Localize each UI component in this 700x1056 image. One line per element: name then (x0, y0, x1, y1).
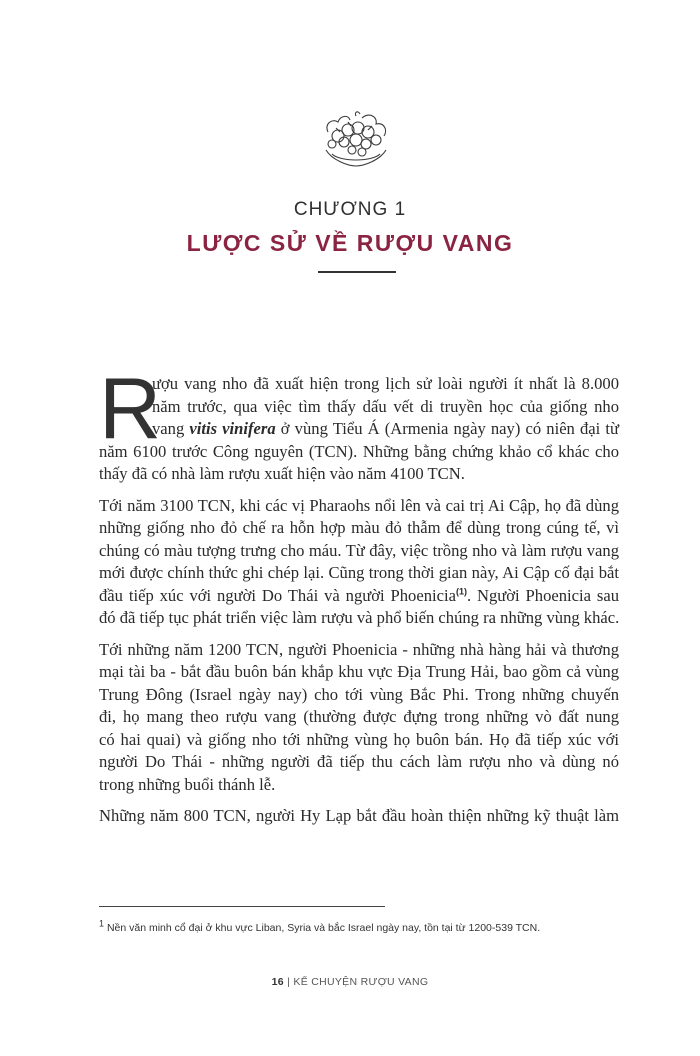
grape-cluster-ornament-icon (318, 110, 394, 168)
paragraph-2 (99, 495, 619, 630)
paragraph-1 (99, 361, 619, 486)
footnote-text: Nền văn minh cổ đại ở khu vực Liban, Syria và bắc Israel ngày nay, tồn tại từ 1200-539 TCN. (106, 922, 541, 934)
text-span: . Người Phoenicia sau (466, 585, 619, 605)
text-line: năm trước, qua việc tìm thấy dấu vết di truyền học của giống nho (152, 396, 619, 416)
text-line: đó đã tiếp tục phát triển việc làm rượu và phổ biến chúng ra những vùng khác. (99, 608, 620, 627)
text-line (99, 585, 619, 608)
text-line: Những năm 800 TCN, người Hy Lạp bắt đầu hoàn thiện những kỹ thuật làm (99, 806, 619, 825)
chapter-title: LƯỢC SỬ VỀ RƯỢU VANG (186, 230, 514, 256)
text-line: chúng có màu tượng trưng cho máu. Từ đây, việc trồng nho và làm rượu vang (99, 540, 619, 560)
text-line (99, 418, 619, 441)
text-line: trong những buổi thánh lễ. (99, 774, 276, 794)
text-line: mới được chính thức ghi chép lại. Cũng trong thời gian này, Ai Cập cố đại bắt (99, 563, 619, 582)
text-line: Tới những năm 1200 TCN, người Phoenicia - những nhà hàng hải và thương (99, 639, 619, 659)
paragraph-4 (99, 805, 619, 828)
text-line: Trung Đông (Israel ngày nay) cho tới vùng Bắc Phi. Trong những chuyến (99, 684, 619, 704)
footnote-reference[interactable]: (1) (455, 585, 467, 596)
text-span: ở vùng Tiểu Á (Armenia ngày nay) có niên đại từ (275, 419, 619, 438)
text-line: người Do Thái - những người đã tiếp thu cách làm rượu nho và dùng nó (99, 752, 619, 771)
text-line: đi, họ mang theo rượu vang (thường được đựng trong những vò đất nung (99, 707, 619, 726)
text-span: đầu tiếp xúc với người Do Thái và người Phoenicia (99, 585, 456, 605)
body-text (99, 361, 620, 837)
text-line: năm 6100 trước Công nguyên (TCN). Những bằng chứng khảo cổ khác cho (99, 441, 619, 461)
title-divider (318, 271, 396, 273)
text-line: những giống nho đỏ chế ra hỗn hợp màu đỏ thẫm để dùng trong cúng tế, vì (99, 518, 619, 537)
species-name: vitis vinifera (189, 419, 276, 438)
drop-cap: R (99, 361, 162, 457)
text-span: vang (152, 419, 190, 438)
text-line: có hai quai) và giống nho tới những vùng họ buôn bán. Họ đã tiếp xúc với (99, 729, 619, 749)
footnote-marker: 1 (99, 918, 105, 929)
text-line: thấy đã có nhà làm rượu xuất hiện vào năm 4100 TCN. (99, 464, 465, 483)
page-footer (0, 976, 700, 988)
footnote-divider (99, 906, 385, 907)
page-number: 16 (271, 976, 284, 988)
chapter-label: CHƯƠNG 1 (293, 199, 407, 220)
footer-separator: | (287, 976, 291, 988)
text-line: mại tài ba - bắt đầu buôn bán khắp khu vực Địa Trung Hải, bao gồm cả vùng (99, 662, 619, 681)
running-title: KỂ CHUYỆN RƯỢU VANG (293, 976, 429, 988)
text-line: Tới năm 3100 TCN, khi các vị Pharaohs nổi lên và cai trị Ai Cập, họ đã dùng (99, 495, 619, 515)
footnote (99, 918, 619, 934)
paragraph-3 (99, 639, 619, 797)
text-line: ượu vang nho đã xuất hiện trong lịch sử loài người ít nhất là 8.000 (152, 374, 619, 393)
